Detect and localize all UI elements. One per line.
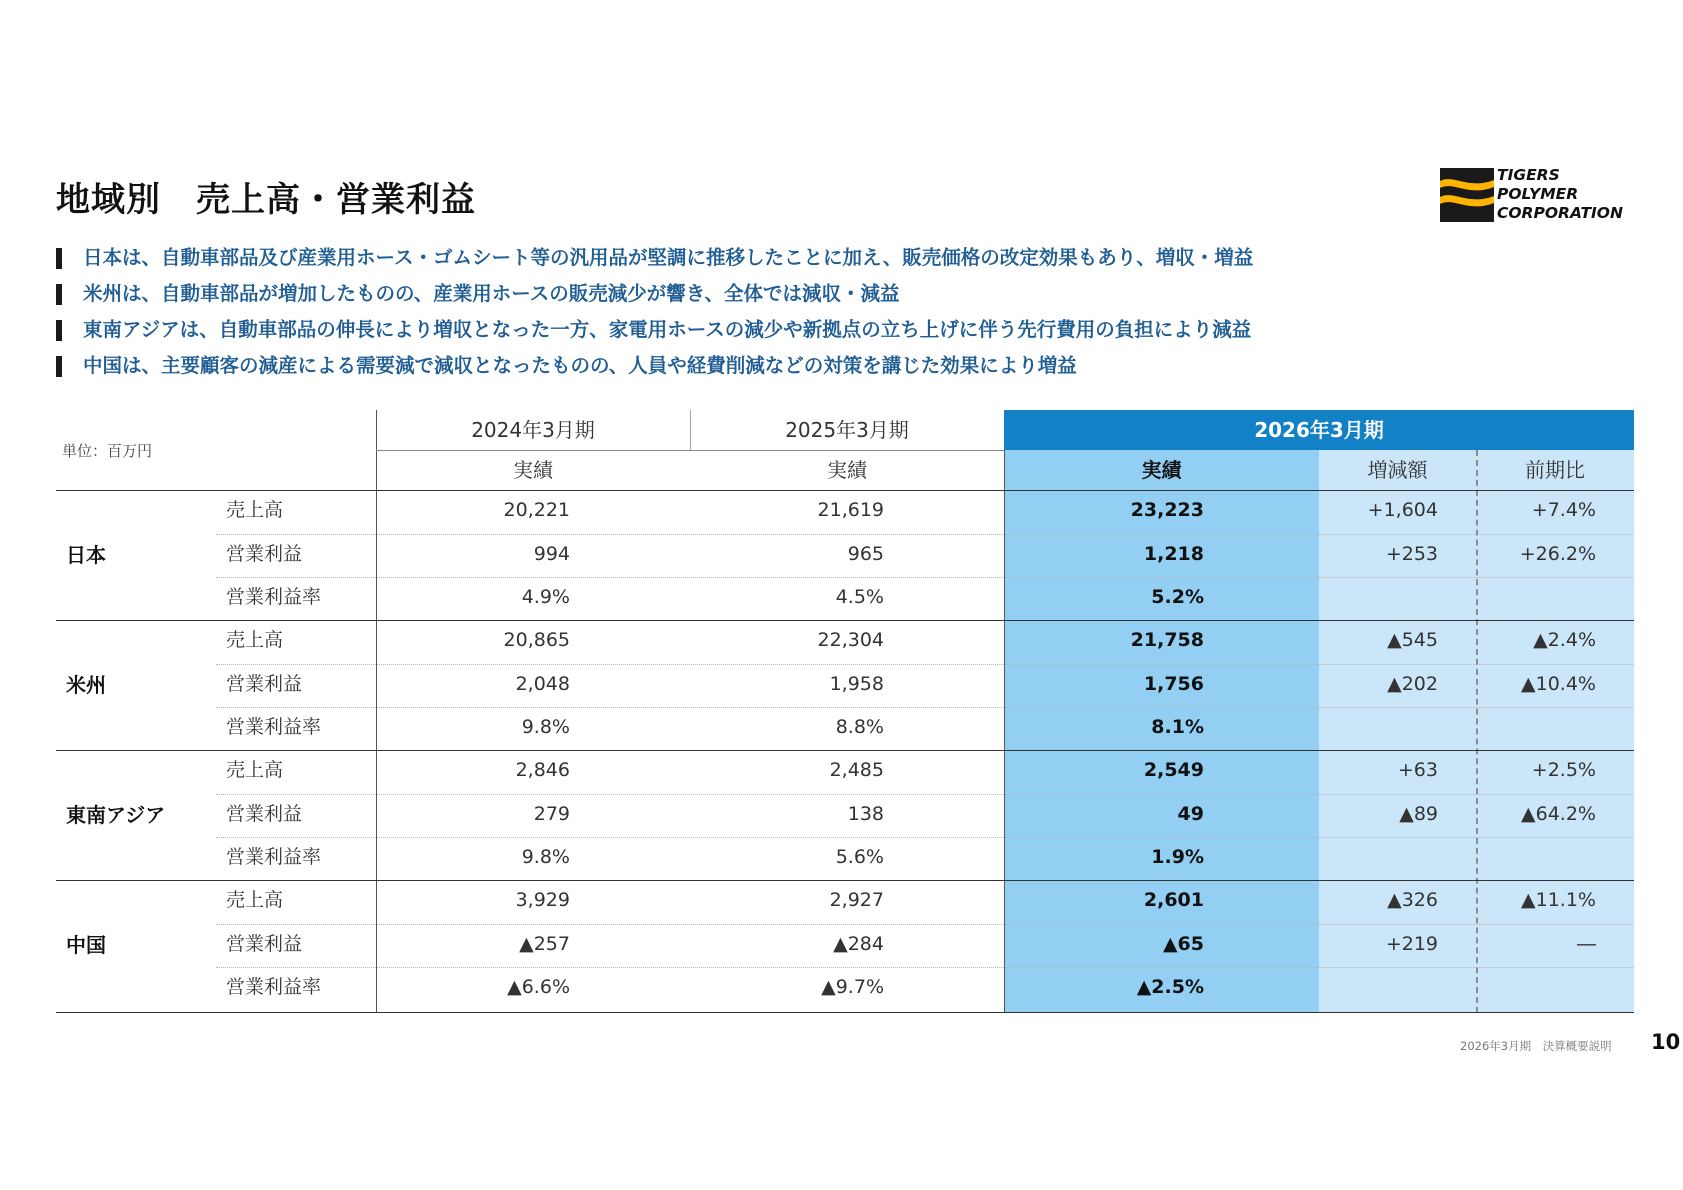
table-cell-v2025: ▲9.7% — [821, 976, 884, 999]
table-cell-v2026: ▲65 — [1162, 932, 1204, 955]
bullet-marker-icon — [56, 248, 62, 269]
subheader-actual-2024: 実績 — [513, 458, 553, 482]
unit-label: 単位：百万円 — [62, 442, 153, 460]
region-label: 中国 — [66, 933, 106, 957]
row-separator — [216, 837, 1634, 838]
row-separator — [216, 924, 1634, 925]
metric-label: 営業利益 — [226, 802, 303, 825]
column-divider — [376, 410, 377, 1013]
logo-line-2: POLYMER — [1497, 185, 1579, 203]
metric-label: 売上高 — [226, 499, 284, 521]
table-cell-ratio: +26.2% — [1519, 542, 1596, 565]
row-separator — [216, 534, 1634, 535]
table-cell-v2025: 22,304 — [817, 629, 884, 651]
table-cell-diff: +219 — [1385, 932, 1438, 955]
table-cell-v2026: 49 — [1177, 802, 1204, 825]
table-cell-ratio: ― — [1577, 932, 1596, 955]
bullet-item-japan — [56, 246, 1576, 282]
bullet-item-americas — [56, 282, 1576, 318]
table-cell-v2026: 1,756 — [1143, 672, 1204, 695]
table-cell-v2026: 8.1% — [1151, 716, 1204, 739]
header-divider — [376, 450, 1004, 451]
table-cell-ratio: ▲11.1% — [1521, 889, 1596, 911]
bullet-marker-icon — [56, 356, 62, 377]
table-cell-ratio: ▲10.4% — [1521, 672, 1596, 695]
table-cell-v2024: ▲257 — [519, 932, 570, 955]
logo-line-1: TIGERS — [1497, 166, 1560, 184]
metric-label: 営業利益率 — [226, 846, 322, 869]
table-cell-diff: +1,604 — [1367, 499, 1438, 521]
table-cell-v2026: 21,758 — [1130, 629, 1204, 651]
logo-wordmark — [1497, 166, 1623, 223]
table-cell-v2026: 5.2% — [1151, 586, 1204, 609]
table-cell-v2026: 2,601 — [1143, 889, 1204, 911]
subheader-yoy-ratio: 前期比 — [1525, 458, 1585, 482]
table-cell-diff: ▲326 — [1387, 889, 1438, 911]
subheader-actual-2026: 実績 — [1141, 458, 1182, 482]
table-cell-v2025: 965 — [847, 542, 884, 565]
table-cell-v2026: 1,218 — [1143, 542, 1204, 565]
metric-label: 営業利益率 — [226, 716, 322, 739]
table-cell-v2025: 8.8% — [835, 716, 884, 739]
metric-label: 営業利益 — [226, 932, 303, 955]
table-cell-diff: ▲545 — [1387, 629, 1438, 651]
table-cell-v2024: 994 — [533, 542, 570, 565]
table-cell-v2025: 1,958 — [829, 672, 884, 695]
logo-mark-icon — [1440, 168, 1494, 222]
row-separator — [216, 577, 1634, 578]
page-number: 10 — [1651, 1030, 1681, 1054]
table-cell-ratio: ▲64.2% — [1521, 802, 1596, 825]
bullet-marker-icon — [56, 284, 62, 305]
table-cell-v2025: ▲284 — [833, 932, 884, 955]
metric-label: 営業利益率 — [226, 976, 322, 999]
table-bottom-rule — [56, 1012, 1634, 1013]
table-cell-diff: +63 — [1397, 759, 1438, 781]
table-cell-v2024: 20,221 — [503, 499, 570, 521]
period-header-2026: 2026年3月期 — [1004, 410, 1634, 450]
table-cell-v2024: 20,865 — [503, 629, 570, 651]
row-separator — [216, 664, 1634, 665]
bullet-item-southeast-asia — [56, 318, 1576, 354]
bullet-text: 中国は、主要顧客の減産による需要減で減収となったものの、人員や経費削減などの対策を講じた効果により増益 — [83, 354, 1077, 377]
table-cell-v2026: 2,549 — [1143, 759, 1204, 781]
header-bottom-rule — [56, 490, 1634, 491]
table-cell-v2025: 138 — [847, 802, 884, 825]
metric-label: 営業利益 — [226, 542, 303, 565]
table-cell-v2025: 4.5% — [835, 586, 884, 609]
table-cell-diff: +253 — [1385, 542, 1438, 565]
region-divider — [56, 750, 1634, 751]
period-header-2024: 2024年3月期 — [471, 418, 595, 442]
table-cell-v2024: 2,048 — [515, 672, 570, 695]
table-cell-v2026: ▲2.5% — [1136, 976, 1204, 999]
table-cell-v2025: 2,927 — [829, 889, 884, 911]
table-cell-v2024: 279 — [533, 802, 570, 825]
footer-note: 2026年3月期 決算概要説明 — [1460, 1039, 1612, 1053]
table-cell-v2025: 2,485 — [829, 759, 884, 781]
regional-results-table — [56, 410, 1634, 1013]
metric-label: 売上高 — [226, 759, 284, 781]
region-label: 東南アジア — [66, 803, 166, 827]
table-cell-ratio: ▲2.4% — [1533, 629, 1596, 651]
table-cell-v2024: ▲6.6% — [507, 976, 570, 999]
bullet-text: 日本は、自動車部品及び産業用ホース・ゴムシート等の汎用品が堅調に推移したことに加え、販売価格の改定効果もあり、増収・増益 — [83, 246, 1254, 269]
table-cell-v2024: 3,929 — [515, 889, 570, 911]
metric-label: 営業利益率 — [226, 586, 322, 609]
table-cell-v2025: 21,619 — [817, 499, 884, 521]
table-cell-v2026: 1.9% — [1151, 846, 1204, 869]
region-label: 日本 — [66, 543, 106, 567]
page-title: 地域別 売上高・営業利益 — [56, 180, 476, 220]
bullet-item-china — [56, 354, 1576, 390]
region-label: 米州 — [66, 673, 106, 697]
company-logo — [1440, 166, 1636, 222]
row-separator — [216, 967, 1634, 968]
period-header-2025: 2025年3月期 — [785, 418, 909, 442]
table-cell-v2024: 2,846 — [515, 759, 570, 781]
table-cell-ratio: +2.5% — [1531, 759, 1596, 781]
subheader-actual-2025: 実績 — [827, 458, 867, 482]
bullet-text: 東南アジアは、自動車部品の伸長により増収となった一方、家電用ホースの減少や新拠点の立ち上げに伴う先行費用の負担により減益 — [83, 318, 1252, 341]
bullet-text: 米州は、自動車部品が増加したものの、産業用ホースの販売減少が響き、全体では減収・減益 — [83, 282, 900, 305]
table-cell-v2024: 9.8% — [521, 716, 570, 739]
region-divider — [56, 880, 1634, 881]
row-separator — [216, 707, 1634, 708]
region-divider — [56, 620, 1634, 621]
table-cell-diff: ▲89 — [1399, 802, 1438, 825]
metric-label: 売上高 — [226, 889, 284, 911]
metric-label: 売上高 — [226, 629, 284, 651]
table-cell-ratio: +7.4% — [1531, 499, 1596, 521]
table-cell-v2024: 4.9% — [521, 586, 570, 609]
table-cell-diff: ▲202 — [1387, 672, 1438, 695]
subheader-change-amount: 増減額 — [1367, 458, 1428, 482]
row-separator — [216, 794, 1634, 795]
table-cell-v2024: 9.8% — [521, 846, 570, 869]
table-cell-v2026: 23,223 — [1130, 499, 1204, 521]
table-cell-v2025: 5.6% — [835, 846, 884, 869]
logo-line-3: CORPORATION — [1497, 204, 1623, 222]
bullet-marker-icon — [56, 320, 62, 341]
summary-bullets — [56, 246, 1576, 390]
metric-label: 営業利益 — [226, 672, 303, 695]
